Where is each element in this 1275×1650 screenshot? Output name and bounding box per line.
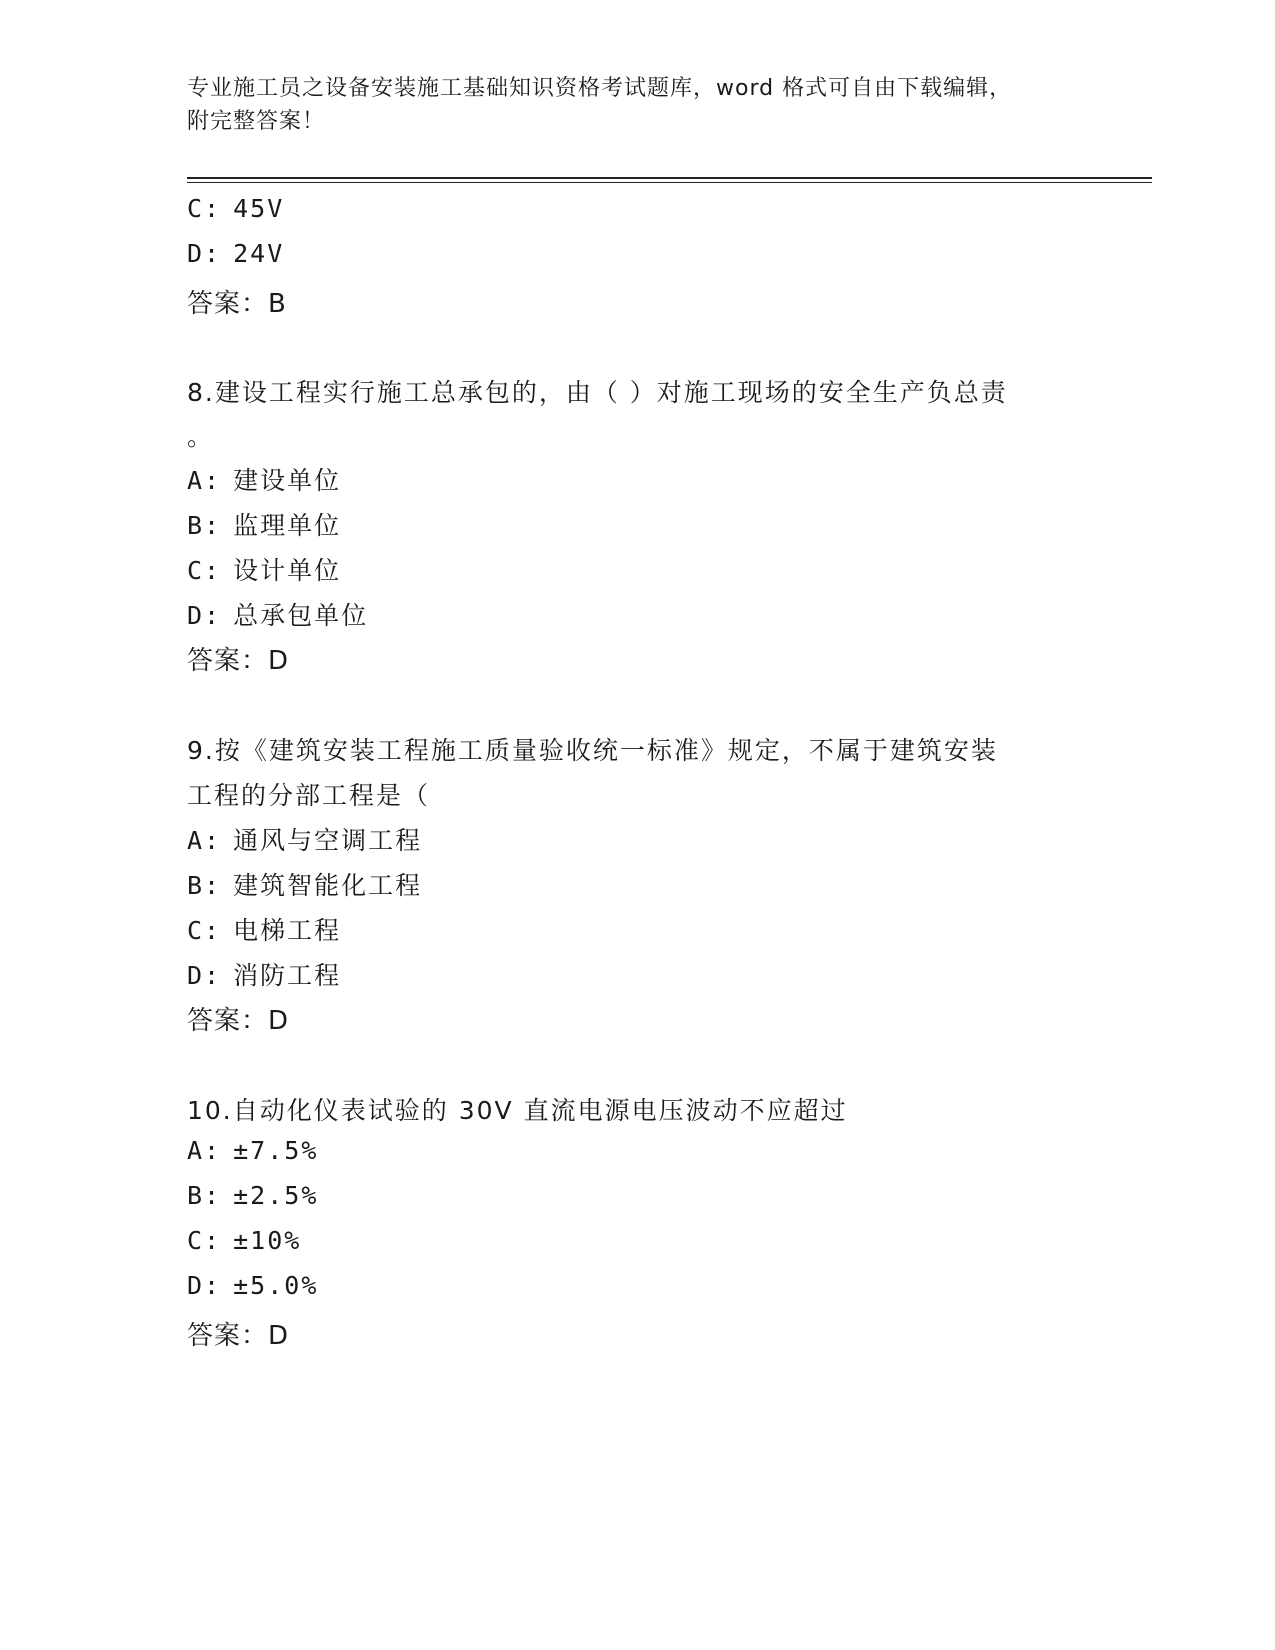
header-divider-thin [187, 182, 1152, 183]
header-line-1: 专业施工员之设备安装施工基础知识资格考试题库，word 格式可自由下载编辑， [187, 76, 1013, 101]
option-a: A: 通风与空调工程 [187, 826, 423, 855]
question-9-stem: 9.按《建筑安装工程施工质量验收统一标准》规定，不属于建筑安装 [187, 736, 998, 765]
question-8-stem-cont: 。 [187, 422, 215, 451]
header-divider [187, 177, 1152, 179]
option-c: C: 设计单位 [187, 556, 342, 585]
answer-line: 答案：D [187, 1006, 290, 1036]
option-a: A: ±7.5% [187, 1136, 319, 1165]
option-c: C: ±10% [187, 1226, 302, 1255]
option-a: A: 建设单位 [187, 466, 342, 495]
option-b: B: 监理单位 [187, 511, 342, 540]
option-d: D: 消防工程 [187, 961, 342, 990]
option-b: B: ±2.5% [187, 1181, 319, 1210]
option-c: C: 电梯工程 [187, 916, 342, 945]
question-9-stem-cont: 工程的分部工程是（ [187, 781, 431, 810]
option-b: B: 建筑智能化工程 [187, 871, 423, 900]
option-d: D: 24V [187, 239, 285, 268]
answer-line: 答案：B [187, 289, 287, 319]
answer-line: 答案：D [187, 646, 290, 676]
option-d: D: ±5.0% [187, 1271, 319, 1300]
option-d: D: 总承包单位 [187, 601, 369, 630]
question-8-stem: 8.建设工程实行施工总承包的，由（ ）对施工现场的安全生产负总责 [187, 378, 1008, 407]
header-line-2: 附完整答案！ [187, 109, 326, 134]
document-header [187, 72, 1087, 138]
answer-line: 答案：D [187, 1321, 290, 1351]
question-10-stem: 10.自动化仪表试验的 30V 直流电源电压波动不应超过 [187, 1096, 848, 1125]
option-c: C: 45V [187, 194, 285, 223]
